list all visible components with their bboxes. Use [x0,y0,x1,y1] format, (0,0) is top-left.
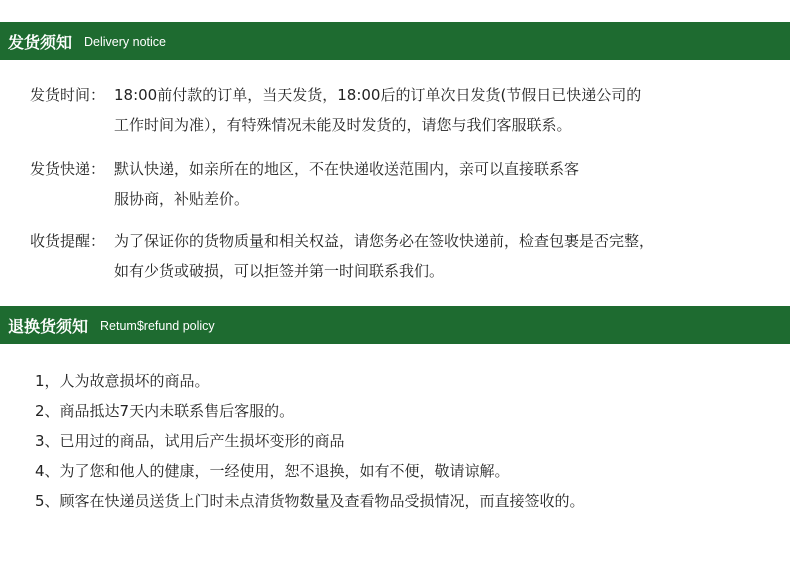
refund-policy-list [35,366,775,516]
notice-text-line: 为了保证你的货物质量和相关权益，请您务必在签收快递前，检查包裹是否完整， [114,232,655,250]
notice-text [114,154,764,214]
notice-text-line: 18:00前付款的订单，当天发货，18:00后的订单次日发货(节假日已快递公司的 [114,86,642,104]
delivery-notice-banner [0,22,790,60]
notice-text [114,226,764,286]
refund-policy-banner [0,306,790,344]
list-item: 1，人为故意损坏的商品。 [35,372,210,390]
notice-text-line: 如有少货或破损，可以拒签并第一时间联系我们。 [114,262,445,280]
notice-text [114,80,764,140]
list-item: 4、为了您和他人的健康，一经使用，恕不退换，如有不便，敬请谅解。 [35,462,510,480]
notice-label: 收货提醒： [30,232,106,250]
notice-label: 发货快递： [30,160,106,178]
notice-text-line: 默认快递，如亲所在的地区，不在快递收送范围内，亲可以直接联系客 [114,160,580,178]
delivery-notice-subtitle: Delivery notice [84,35,166,49]
list-item: 5、顾客在快递员送货上门时未点清货物数量及查看物品受损情况，而直接签收的。 [35,492,585,510]
notice-text-line: 工作时间为准），有特殊情况未能及时发货的，请您与我们客服联系。 [114,116,572,134]
list-item: 2、商品抵达7天内未联系售后客服的。 [35,402,295,420]
notice-text-line: 服协商，补贴差价。 [114,190,250,208]
refund-policy-subtitle: Retum$refund policy [100,319,215,333]
notice-label: 发货时间： [30,86,106,104]
refund-policy-title: 退换货须知 [8,316,89,336]
delivery-notice-title: 发货须知 [8,32,73,52]
list-item: 3、已用过的商品，试用后产生损坏变形的商品 [35,432,345,450]
